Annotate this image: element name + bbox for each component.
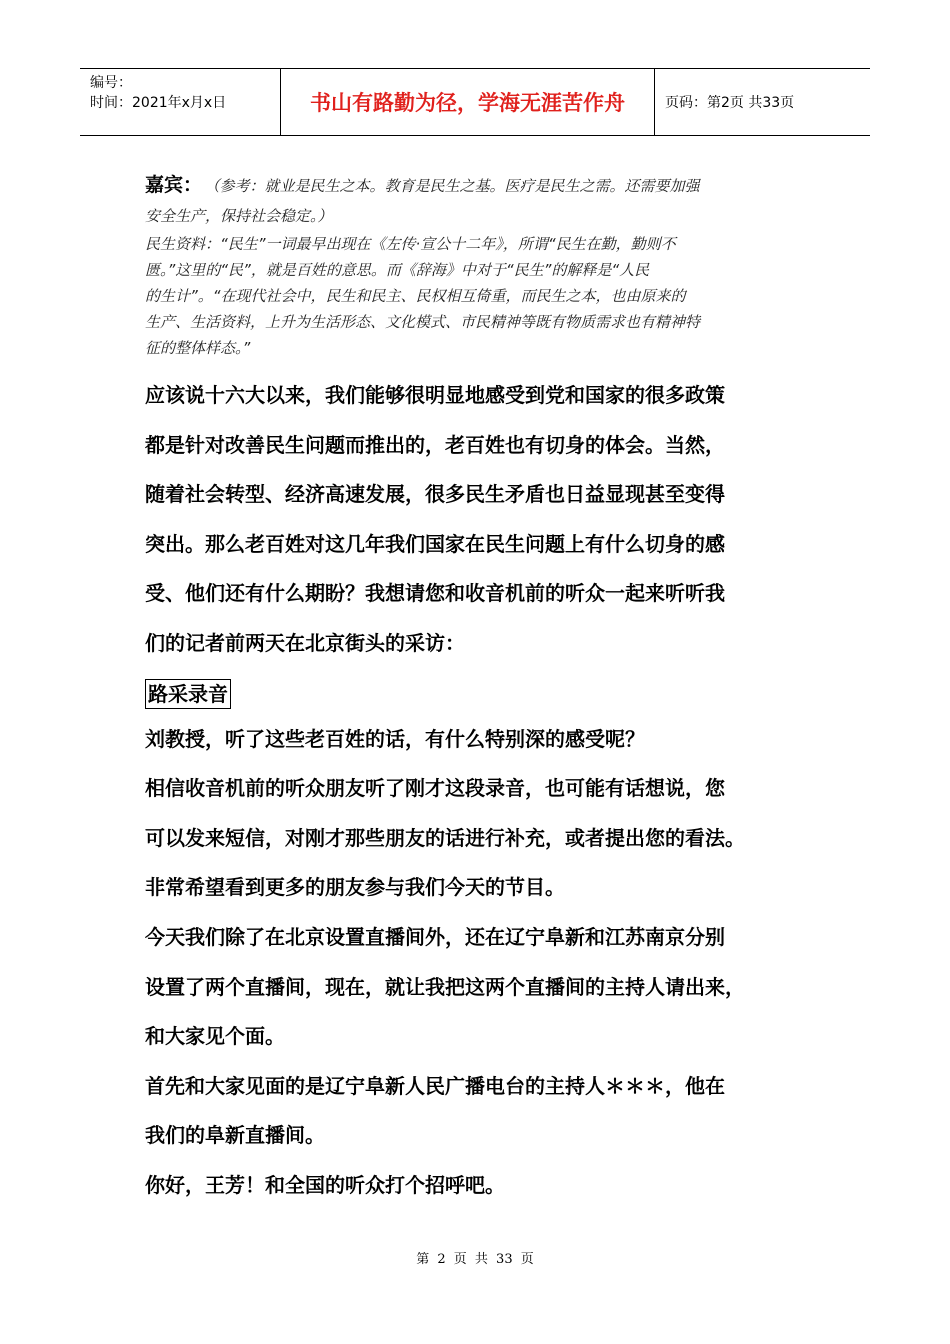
reference-line: 的生计”。“在现代社会中，民生和民主、民权相互倚重，而民生之本，也由原来的 <box>145 287 686 305</box>
body-line: 突出。那么老百姓对这几年我们国家在民生问题上有什么切身的感 <box>145 531 725 556</box>
body-line: 受、他们还有什么期盼？我想请您和收音机前的听众一起来听听我 <box>145 581 725 606</box>
header-page-info: 页码：第2页 共33页 <box>665 95 795 111</box>
number-label: 编号： <box>90 75 132 91</box>
boxed-label-street-recording: 路采录音 <box>145 679 231 709</box>
body-line: 设置了两个直播间，现在，就让我把这两个直播间的主持人请出来， <box>145 974 745 999</box>
dialogue-section <box>145 715 805 1211</box>
guest-label: 嘉宾： <box>145 174 203 196</box>
reference-line: 民生资料：“民生”一词最早出现在《左传·宣公十二年》，所谓“民生在勤，勤则不 <box>145 235 676 253</box>
guest-reference-cont: 安全生产，保持社会稳定。） <box>145 207 333 225</box>
body-line: 都是针对改善民生问题而推出的，老百姓也有切身的体会。当然， <box>145 432 725 457</box>
header-meta-cell <box>80 69 281 135</box>
body-line: 和大家见个面。 <box>145 1024 285 1049</box>
header-table <box>80 68 870 136</box>
body-line: 刘教授，听了这些老百姓的话，有什么特别深的感受呢？ <box>145 726 645 751</box>
body-line: 相信收音机前的听众朋友听了刚才这段录音，也可能有话想说，您 <box>145 776 725 801</box>
reference-line: 生产、生活资料，上升为生活形态、文化模式、市民精神等既有物质需求也有精神特 <box>145 313 701 331</box>
body-line: 今天我们除了在北京设置直播间外，还在辽宁阜新和江苏南京分别 <box>145 924 725 949</box>
body-line: 你好，王芳！和全国的听众打个招呼吧。 <box>145 1172 505 1197</box>
body-line: 非常希望看到更多的朋友参与我们今天的节目。 <box>145 875 565 900</box>
page-footer: 第 2 页 共 33 页 <box>416 1252 534 1267</box>
body-line: 首先和大家见面的是辽宁阜新人民广播电台的主持人＊＊＊，他在 <box>145 1073 725 1098</box>
body-line: 们的记者前两天在北京街头的采访： <box>145 630 465 655</box>
header-motto: 书山有路勤为径，学海无涯苦作舟 <box>281 69 655 135</box>
reference-line: 匮。”这里的“民”，就是百姓的意思。而《辞海》中对于“民生”的解释是“人民 <box>145 261 650 279</box>
reference-material <box>145 231 805 361</box>
time-label: 时间：2021年x月x日 <box>90 95 227 111</box>
guest-line <box>145 170 805 201</box>
body-line: 应该说十六大以来，我们能够很明显地感受到党和国家的很多政策 <box>145 383 725 407</box>
body-line: 随着社会转型、经济高速发展，很多民生矛盾也日益显现甚至变得 <box>145 482 725 507</box>
document-body <box>145 170 805 1211</box>
intro-paragraph <box>145 371 805 669</box>
body-line: 可以发来短信，对刚才那些朋友的话进行补充，或者提出您的看法。 <box>145 825 745 850</box>
body-line: 我们的阜新直播间。 <box>145 1123 325 1148</box>
guest-reference: （参考：就业是民生之本。教育是民生之基。医疗是民生之需。还需要加强 <box>212 177 700 195</box>
reference-line: 征的整体样态。” <box>145 339 251 357</box>
